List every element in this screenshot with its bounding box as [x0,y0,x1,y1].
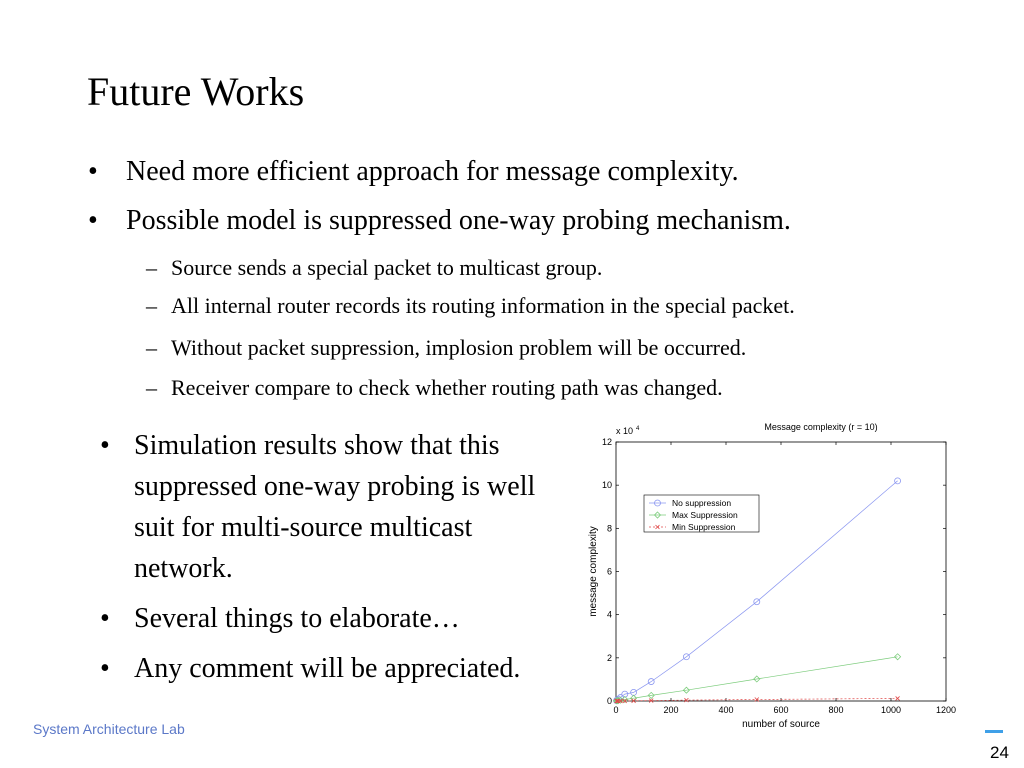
chart-title: Message complexity (r = 10) [764,422,878,432]
bullet-item [100,425,550,589]
lower-bullet-list [100,425,550,698]
x-tick-label: 1000 [880,705,902,715]
y-multiplier-label: x 10 [616,426,634,436]
x-tick-label: 400 [718,705,734,715]
legend-label: No suppression [672,498,732,508]
bullet-dot: • [88,205,98,236]
y-tick-label: 10 [601,480,612,491]
bullet-item [100,598,550,639]
data-point [895,654,901,660]
y-tick-label: 6 [606,566,612,577]
x-tick-label: 200 [663,705,679,715]
page-number: 24 [990,743,1009,762]
plot-frame [616,442,946,701]
bullet-dot: • [100,430,110,461]
x-tick-label: 0 [613,705,619,715]
sub-bullet-text: Source sends a special packet to multicast group. [171,255,603,280]
y-tick-label: 2 [606,652,612,663]
sub-bullet-dash: – [146,293,157,318]
y-tick-label: 0 [606,696,612,706]
x-axis-label: number of source [742,719,820,730]
bullet-dot: • [100,653,110,684]
bullet-text: Possible model is suppressed one-way probing mechanism. [126,205,791,236]
legend-label: Max Suppression [672,510,738,520]
message-complexity-chart [575,415,995,735]
bullet-text: Several things to elaborate… [134,603,460,634]
y-axis-label: message complexity [588,526,599,617]
bullet-text: Need more efficient approach for message complexity. [126,156,739,187]
bullet-dot: • [88,156,98,187]
sub-bullet-dash: – [146,255,157,280]
bullet-text: Simulation results show that this suppressed one-way probing is well suit for multi-source multicast network. [134,430,536,584]
sub-bullet-dash: – [146,335,157,360]
slide-title: Future Works [87,69,305,114]
series-line [617,657,898,701]
sub-bullet-text: Without packet suppression, implosion problem will be occurred. [171,335,747,360]
sub-bullet-text: Receiver compare to check whether routing path was changed. [171,375,723,400]
sub-bullet-dash: – [146,375,157,400]
legend-label: Min Suppression [672,522,736,532]
footer-lab-name: System Architecture Lab [33,721,185,737]
x-tick-label: 1200 [935,705,957,715]
y-tick-label: 8 [606,523,612,534]
y-tick-label: 4 [606,609,612,620]
y-tick-label: 12 [601,437,612,447]
chart-svg [575,415,995,735]
bullet-item [100,648,550,689]
y-multiplier-exponent: 4 [636,426,640,432]
bullet-dot: • [100,603,110,634]
bullet-text: Any comment will be appreciated. [134,653,521,684]
data-point [896,696,900,700]
sub-bullet-text: All internal router records its routing information in the special packet. [171,293,795,318]
corner-accent-mark [985,730,1003,733]
x-tick-label: 800 [828,705,844,715]
x-tick-label: 600 [773,705,789,715]
